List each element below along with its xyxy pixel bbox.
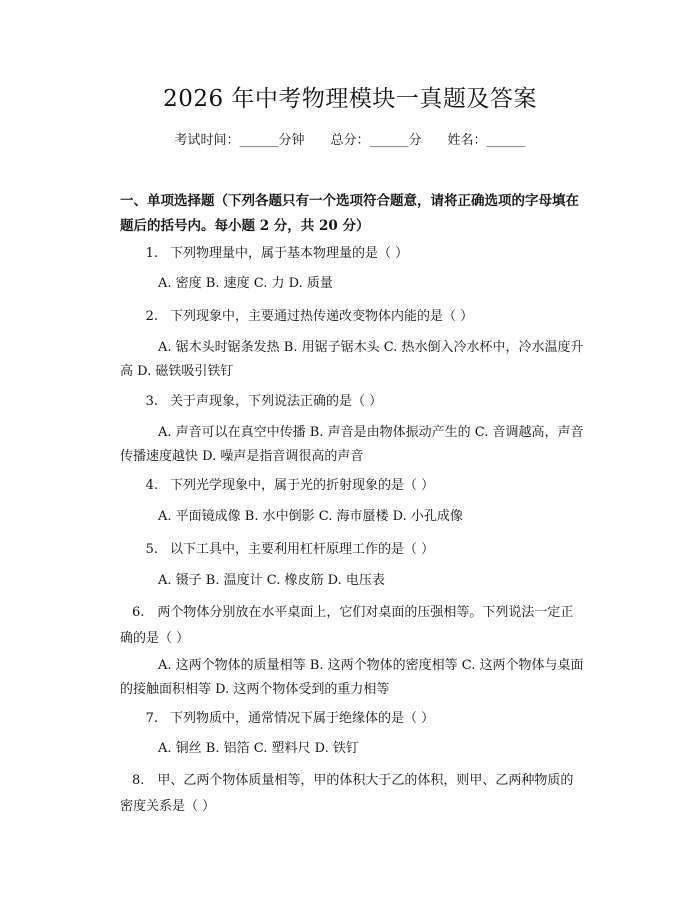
- question-8: [120, 768, 586, 820]
- question-number: 3.: [145, 394, 158, 409]
- question-1-options: A. 密度 B. 速度 C. 力 D. 质量: [158, 276, 333, 291]
- question-7-options: A. 铜丝 B. 铝箔 C. 塑料尺 D. 铁钉: [158, 741, 359, 756]
- question-5-options: A. 镊子 B. 温度计 C. 橡皮筋 D. 电压表: [158, 573, 385, 588]
- question-number: 6.: [132, 605, 145, 620]
- question-6-options: A. 这两个物体的质量相等 B. 这两个物体的密度相等 C. 这两个物体与桌面的接触面积相等 D. 这两个物体受到的重力相等: [120, 658, 584, 697]
- student-name-field: 姓名：______: [447, 133, 526, 148]
- question-4-options: A. 平面镜成像 B. 水中倒影 C. 海市蜃楼 D. 小孔成像: [158, 509, 463, 524]
- question-number: 2.: [145, 309, 158, 324]
- question-2: [120, 304, 586, 330]
- question-4: [120, 473, 586, 499]
- question-text: 下列物理量中，属于基本物理量的是（ ）: [170, 246, 409, 261]
- question-text: 两个物体分别放在水平桌面上，它们对桌面的压强相等。下列说法一定正确的是（ ）: [120, 605, 574, 646]
- question-3-options: A. 声音可以在真空中传播 B. 声音是由物体振动产生的 C. 音调越高，声音传播速度越快 D. 噪声是指音调很高的声音: [120, 425, 584, 464]
- exam-time-field: 考试时间：______分钟: [174, 133, 305, 148]
- question-text: 下列光学现象中，属于光的折射现象的是（ ）: [170, 478, 435, 493]
- question-6: [120, 600, 586, 652]
- question-text: 下列现象中，主要通过热传递改变物体内能的是（ ）: [170, 309, 474, 324]
- question-number: 4.: [145, 478, 158, 493]
- question-3: [120, 389, 586, 415]
- question-text: 以下工具中，主要利用杠杆原理工作的是（ ）: [170, 542, 435, 557]
- question-text: 下列物质中，通常情况下属于绝缘体的是（ ）: [170, 711, 435, 726]
- question-5: [120, 537, 586, 563]
- question-text: 关于声现象，下列说法正确的是（ ）: [170, 394, 383, 409]
- exam-meta: [0, 131, 700, 151]
- question-1: [120, 241, 586, 267]
- total-score-field: 总分：______分: [330, 133, 422, 148]
- question-number: 8.: [132, 773, 145, 788]
- question-number: 7.: [145, 711, 158, 726]
- question-text: 甲、乙两个物体质量相等，甲的体积大于乙的体积，则甲、乙两种物质的密度关系是（ ）: [120, 773, 574, 814]
- question-number: 5.: [145, 542, 158, 557]
- page-title: 2026 年中考物理模块一真题及答案: [163, 86, 537, 112]
- question-2-options: A. 锯木头时锯条发热 B. 用锯子锯木头 C. 热水倒入冷水杯中，冷水温度升高 D. 磁铁吸引铁钉: [120, 340, 584, 379]
- question-7: [120, 706, 586, 732]
- section-heading-single-choice: 一、单项选择题（下列各题只有一个选项符合题意，请将正确选项的字母填在题后的括号内。每小题 2 分，共 20 分）: [120, 193, 579, 234]
- question-number: 1.: [145, 246, 158, 261]
